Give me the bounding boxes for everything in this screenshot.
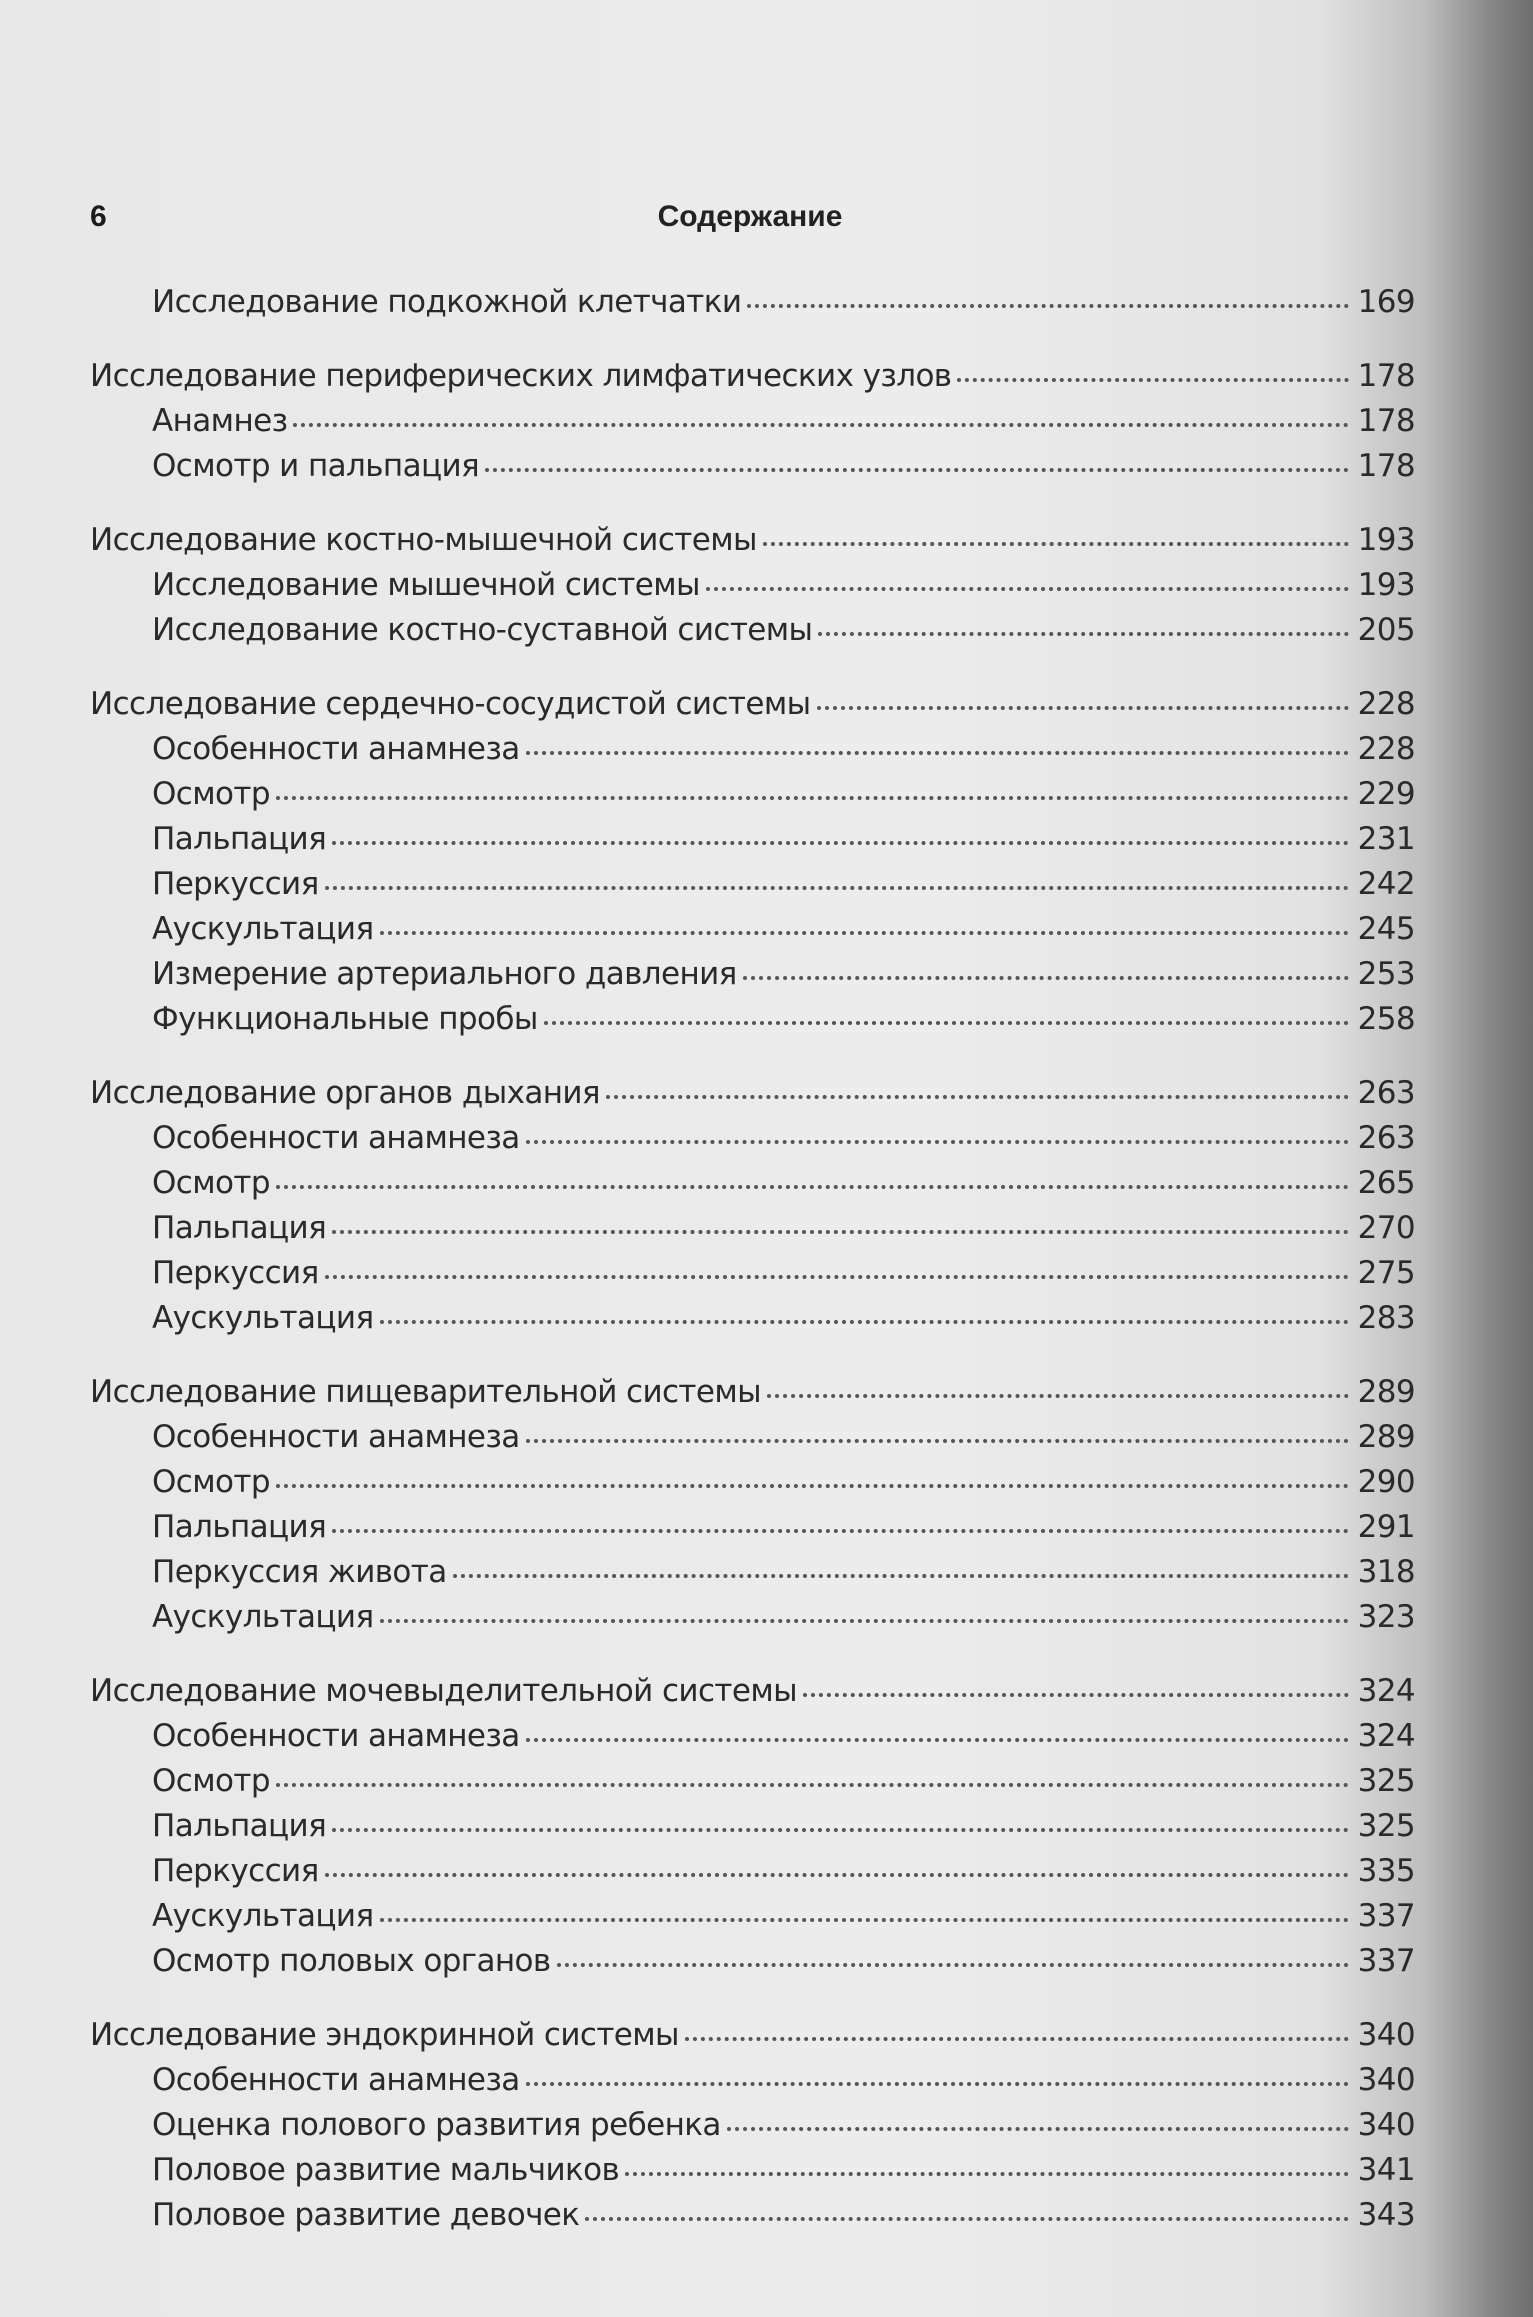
toc-subsection-entry (90, 1939, 1415, 1984)
toc-subsection-entry (90, 952, 1415, 997)
dot-leader (276, 1483, 1349, 1488)
dot-leader (747, 303, 1349, 308)
toc-chapter-entry (90, 682, 1415, 727)
entry-page-number: 275 (1357, 1255, 1415, 1291)
toc-chapter-entry (90, 1370, 1415, 1415)
dot-leader (817, 705, 1350, 710)
toc-subsection-entry (90, 2058, 1415, 2103)
dot-leader (743, 975, 1349, 980)
dot-leader (818, 631, 1349, 636)
entry-title: Пальпация (152, 1210, 327, 1246)
entry-page-number: 291 (1357, 1509, 1415, 1545)
entry-page-number: 289 (1357, 1419, 1415, 1455)
dot-leader (276, 795, 1349, 800)
toc-subsection-entry (90, 1460, 1415, 1505)
dot-leader (526, 1737, 1349, 1742)
entry-title: Пальпация (152, 1509, 327, 1545)
dot-leader (544, 1020, 1349, 1025)
entry-title: Перкуссия (152, 1255, 319, 1291)
entry-page-number: 228 (1357, 731, 1415, 767)
entry-title: Пальпация (152, 821, 327, 857)
entry-title: Особенности анамнеза (152, 1718, 520, 1754)
entry-title: Аускультация (152, 1898, 374, 1934)
entry-title: Перкуссия живота (152, 1554, 447, 1590)
entry-page-number: 341 (1357, 2152, 1415, 2188)
entry-title: Анамнез (152, 403, 288, 439)
entry-title: Исследование костно-суставной системы (152, 612, 813, 648)
entry-page-number: 270 (1357, 1210, 1415, 1246)
dot-leader (803, 1692, 1349, 1697)
toc-subsection-entry (90, 1206, 1415, 1251)
toc-section (90, 1071, 1415, 1341)
entry-page-number: 337 (1357, 1943, 1415, 1979)
entry-page-number: 193 (1357, 522, 1415, 558)
entry-title: Функциональные пробы (152, 1001, 538, 1037)
entry-title: Исследование мышечной системы (152, 567, 700, 603)
dot-leader (332, 1827, 1349, 1832)
toc-chapter-entry (90, 1669, 1415, 1714)
entry-page-number: 343 (1357, 2197, 1415, 2233)
entry-page-number: 205 (1357, 612, 1415, 648)
entry-title: Осмотр половых органов (152, 1943, 551, 1979)
toc-chapter-entry (90, 2013, 1415, 2058)
entry-title: Осмотр (152, 1165, 270, 1201)
entry-page-number: 178 (1357, 403, 1415, 439)
toc-section (90, 354, 1415, 489)
entry-page-number: 193 (1357, 567, 1415, 603)
toc-section (90, 2013, 1415, 2238)
toc-subsection-entry (90, 817, 1415, 862)
toc-subsection-entry (90, 1116, 1415, 1161)
dot-leader (526, 2081, 1349, 2086)
entry-page-number: 178 (1357, 358, 1415, 394)
dot-leader (685, 2036, 1349, 2041)
dot-leader (485, 467, 1349, 472)
entry-page-number: 290 (1357, 1464, 1415, 1500)
entry-page-number: 283 (1357, 1300, 1415, 1336)
dot-leader (585, 2216, 1349, 2221)
dot-leader (380, 930, 1349, 935)
toc-subsection-entry (90, 1804, 1415, 1849)
toc-subsection-entry (90, 727, 1415, 772)
entry-title: Исследование периферических лимфатических узлов (90, 358, 952, 394)
entry-page-number: 229 (1357, 776, 1415, 812)
dot-leader (957, 377, 1349, 382)
entry-title: Исследование сердечно-сосудистой системы (90, 686, 811, 722)
toc-subsection-entry (90, 2193, 1415, 2238)
toc-chapter-entry (90, 1071, 1415, 1116)
dot-leader (625, 2171, 1349, 2176)
toc-subsection-entry (90, 1296, 1415, 1341)
toc-subsection-entry (90, 1714, 1415, 1759)
dot-leader (380, 1319, 1349, 1324)
toc-subsection-entry (90, 1894, 1415, 1939)
entry-title: Аускультация (152, 1599, 374, 1635)
page-number: 6 (90, 200, 107, 233)
dot-leader (763, 541, 1349, 546)
entry-page-number: 340 (1357, 2062, 1415, 2098)
dot-leader (606, 1094, 1349, 1099)
toc-chapter-entry (90, 354, 1415, 399)
toc-subsection-entry (90, 563, 1415, 608)
toc-subsection-entry (90, 1550, 1415, 1595)
entry-page-number: 337 (1357, 1898, 1415, 1934)
entry-title: Исследование эндокринной системы (90, 2017, 679, 2053)
toc-section (90, 1669, 1415, 1984)
dot-leader (767, 1393, 1349, 1398)
toc-subsection-entry (90, 2103, 1415, 2148)
toc-subsection-entry (90, 1595, 1415, 1640)
entry-page-number: 265 (1357, 1165, 1415, 1201)
entry-page-number: 318 (1357, 1554, 1415, 1590)
entry-page-number: 231 (1357, 821, 1415, 857)
dot-leader (557, 1962, 1349, 1967)
toc-subsection-entry (90, 1849, 1415, 1894)
entry-title: Осмотр и пальпация (152, 448, 480, 484)
dot-leader (293, 422, 1349, 427)
dot-leader (453, 1573, 1349, 1578)
dot-leader (332, 1229, 1349, 1234)
entry-title: Исследование пищеварительной системы (90, 1374, 762, 1410)
entry-title: Особенности анамнеза (152, 1419, 520, 1455)
toc-section (90, 518, 1415, 653)
dot-leader (526, 750, 1349, 755)
entry-title: Исследование органов дыхания (90, 1075, 600, 1111)
entry-title: Особенности анамнеза (152, 1120, 520, 1156)
dot-leader (276, 1782, 1349, 1787)
toc-subsection-entry (90, 1161, 1415, 1206)
entry-title: Исследование мочевыделительной системы (90, 1673, 798, 1709)
entry-page-number: 325 (1357, 1808, 1415, 1844)
entry-page-number: 323 (1357, 1599, 1415, 1635)
entry-page-number: 253 (1357, 956, 1415, 992)
entry-title: Половое развитие мальчиков (152, 2152, 620, 2188)
dot-leader (325, 1872, 1349, 1877)
entry-title: Осмотр (152, 1763, 270, 1799)
page-header (90, 200, 1410, 248)
entry-title: Осмотр (152, 1464, 270, 1500)
dot-leader (526, 1438, 1349, 1443)
entry-page-number: 289 (1357, 1374, 1415, 1410)
entry-page-number: 324 (1357, 1673, 1415, 1709)
dot-leader (325, 885, 1349, 890)
dot-leader (526, 1139, 1349, 1144)
toc-subsection-entry (90, 1251, 1415, 1296)
dot-leader (706, 586, 1349, 591)
entry-page-number: 228 (1357, 686, 1415, 722)
entry-title: Аускультация (152, 1300, 374, 1336)
dot-leader (380, 1618, 1349, 1623)
entry-page-number: 335 (1357, 1853, 1415, 1889)
entry-title: Пальпация (152, 1808, 327, 1844)
entry-title: Аускультация (152, 911, 374, 947)
toc-subsection-entry (90, 862, 1415, 907)
toc-subsection-entry (90, 772, 1415, 817)
entry-title: Осмотр (152, 776, 270, 812)
toc-subsection-entry (90, 1759, 1415, 1804)
entry-title: Перкуссия (152, 1853, 319, 1889)
entry-page-number: 263 (1357, 1120, 1415, 1156)
entry-page-number: 242 (1357, 866, 1415, 902)
entry-page-number: 324 (1357, 1718, 1415, 1754)
running-title: Содержание (657, 200, 843, 233)
entry-page-number: 258 (1357, 1001, 1415, 1037)
toc-subsection-entry (90, 608, 1415, 653)
entry-title: Перкуссия (152, 866, 319, 902)
toc-subsection-entry (90, 444, 1415, 489)
entry-title: Особенности анамнеза (152, 2062, 520, 2098)
entry-page-number: 169 (1357, 284, 1415, 320)
entry-title: Особенности анамнеза (152, 731, 520, 767)
entry-page-number: 178 (1357, 448, 1415, 484)
toc-subsection-entry (90, 1505, 1415, 1550)
entry-title: Оценка полового развития ребенка (152, 2107, 721, 2143)
toc-subsection-entry (90, 1415, 1415, 1460)
dot-leader (380, 1917, 1349, 1922)
toc-subsection-entry (90, 997, 1415, 1042)
toc-subsection-entry (90, 280, 1415, 325)
toc-subsection-entry (90, 399, 1415, 444)
entry-page-number: 325 (1357, 1763, 1415, 1799)
entry-title: Половое развитие девочек (152, 2197, 580, 2233)
entry-page-number: 263 (1357, 1075, 1415, 1111)
dot-leader (325, 1274, 1349, 1279)
entry-page-number: 340 (1357, 2017, 1415, 2053)
dot-leader (727, 2126, 1349, 2131)
entry-title: Измерение артериального давления (152, 956, 737, 992)
entry-page-number: 340 (1357, 2107, 1415, 2143)
toc-subsection-entry (90, 907, 1415, 952)
entry-page-number: 245 (1357, 911, 1415, 947)
toc-section (90, 682, 1415, 1042)
toc-chapter-entry (90, 518, 1415, 563)
dot-leader (332, 1528, 1349, 1533)
toc-subsection-entry (90, 2148, 1415, 2193)
dot-leader (276, 1184, 1349, 1189)
toc-section (90, 280, 1415, 325)
table-of-contents (90, 280, 1415, 2267)
entry-title: Исследование подкожной клетчатки (152, 284, 742, 320)
dot-leader (332, 840, 1349, 845)
entry-title: Исследование костно-мышечной системы (90, 522, 757, 558)
toc-section (90, 1370, 1415, 1640)
